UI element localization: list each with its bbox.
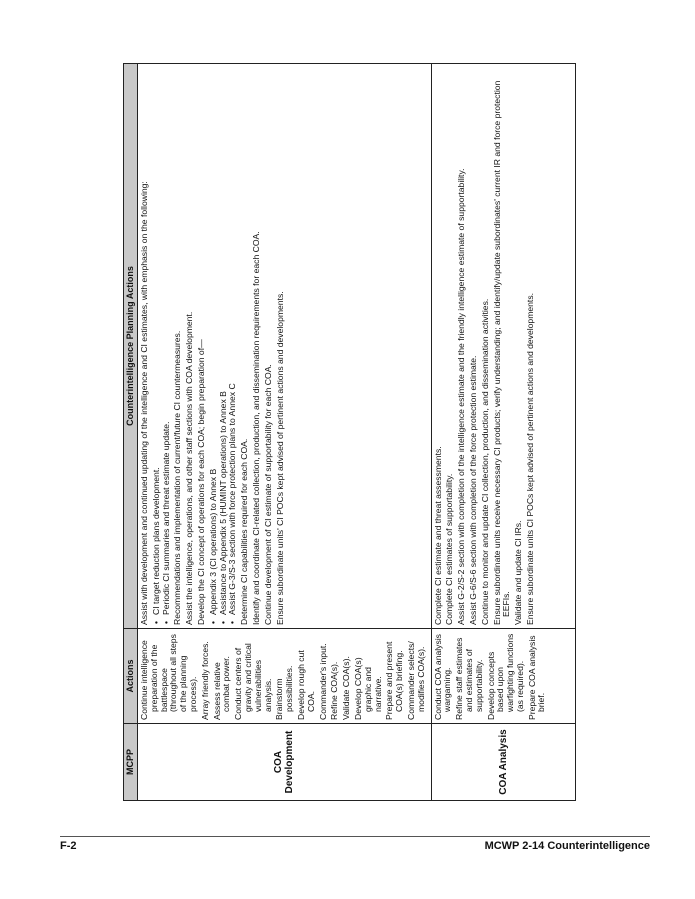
ci-action-item: Assist with development and continued updating of the intelligence and CI estimates, with emphasis on the following: (139, 181, 149, 625)
ci-actions-cell (431, 64, 575, 629)
action-item: Conduct centers of gravity and critical vulnerabilities analysis. (233, 643, 273, 720)
action-item: Commander's input. (317, 643, 328, 720)
action-item: Continue intelligence preparation of the battlespace (throughout all steps of the planning process). (139, 634, 198, 720)
ci-action-item: Continue development of CI estimate of supportability for each COA. (262, 364, 273, 625)
ci-bullet: • CI target reduction plans development. (152, 67, 162, 615)
action-item: Validate COA(s). (341, 656, 352, 720)
ci-action-item: Complete CI estimates of supportability. (444, 473, 455, 625)
actions-cell (431, 629, 575, 724)
actions-cell (138, 629, 432, 724)
action-item: Conduct COA analysis wargaming. (432, 634, 453, 720)
action-item: Array friendly forces. (199, 641, 210, 720)
table-row (431, 64, 575, 801)
ci-action-item: Assist G-6/S-6 section with completion of the force protection estimate. (467, 355, 478, 625)
ci-action-item: Ensure subordinate units' CI POCs kept advised of pertinent actions and developments. (274, 291, 285, 625)
action-item: Brainstorm possibilities. (274, 665, 295, 720)
ci-action-item: Identify and coordinate CI-related collection, production, and dissemination requirements for each COA. (250, 231, 261, 625)
ci-action-item: Complete CI estimate and threat assessments. (432, 446, 443, 625)
table-row (138, 64, 432, 801)
ci-planning-table (123, 63, 576, 801)
ci-action-item: Ensure subordinate units CI POCs kept advised of pertinent actions and developments. (524, 292, 535, 625)
ci-action-item: Assist the intelligence, operations, and other staff sections with COA development. (184, 311, 195, 625)
ci-action-item: Develop the CI concept of operations for each COA; begin preparation of— (195, 339, 206, 625)
ci-action-item: Ensure subordinate units receive necessary CI products; verify understanding; and identify/update subordinates' current IR and force protection EEFIs. (491, 80, 512, 625)
ci-bullet: • Assist G-3/S-3 section with force protection plans to Annex C (228, 67, 238, 615)
header-ci-planning-actions: Counterintelligence Planning Actions (124, 64, 138, 629)
ci-bullet-list (152, 67, 172, 625)
action-item: Develop rough cut COA. (295, 650, 316, 720)
ci-bullet: • Appendix 3 (CI operations) to Annex B (209, 67, 219, 615)
action-item: Prepare and present COA(s) briefing. (384, 641, 405, 720)
action-item: Develop COA(s) graphic and narrative. (352, 657, 383, 720)
ci-action-item: Validate and update CI IRs. (513, 520, 524, 625)
footer-rule (60, 836, 650, 837)
header-actions: Actions (124, 629, 138, 724)
publication-title: MCWP 2-14 Counterintelligence (484, 840, 650, 852)
phase-cell: COA Analysis (431, 724, 575, 801)
action-item: Refine staff estimates and estimates of supportability. (454, 637, 484, 720)
ci-actions-cell (138, 64, 432, 629)
header-mcpp: MCPP (124, 724, 138, 801)
ci-bullet: • Assistance to Appendix 5 (HUMINT operations) to Annex B (219, 67, 229, 615)
ci-bullet: • Periodic CI summaries and threat estimate update. (162, 67, 172, 615)
ci-bullet-list (209, 67, 238, 625)
table-header-row (124, 64, 138, 801)
action-item: Develop concepts based upon warfighting functions (as required). (485, 633, 525, 720)
ci-action-item: Recommendations and implementation of current/future CI countermeasures. (172, 330, 183, 625)
action-item: Refine COA(s). (329, 661, 340, 720)
action-item: Prepare COA analysis brief. (526, 635, 547, 720)
rotated-table-container (123, 63, 576, 801)
phase-cell: COA Development (138, 724, 432, 801)
ci-action-item: Continue to monitor and update CI collection, production, and dissemination activities. (479, 298, 490, 625)
action-item: Commander selects/ modifies COA(s). (405, 641, 426, 720)
ci-action-item: Determine CI capabilities required for each COA. (239, 438, 250, 625)
action-item: Assess relative combat power. (211, 656, 232, 720)
page-number: F-2 (60, 840, 77, 852)
ci-action-item: Assist G-2/S-2 section with completion of the intelligence estimate and the friendly intelligence estimate of supportability. (456, 168, 467, 625)
